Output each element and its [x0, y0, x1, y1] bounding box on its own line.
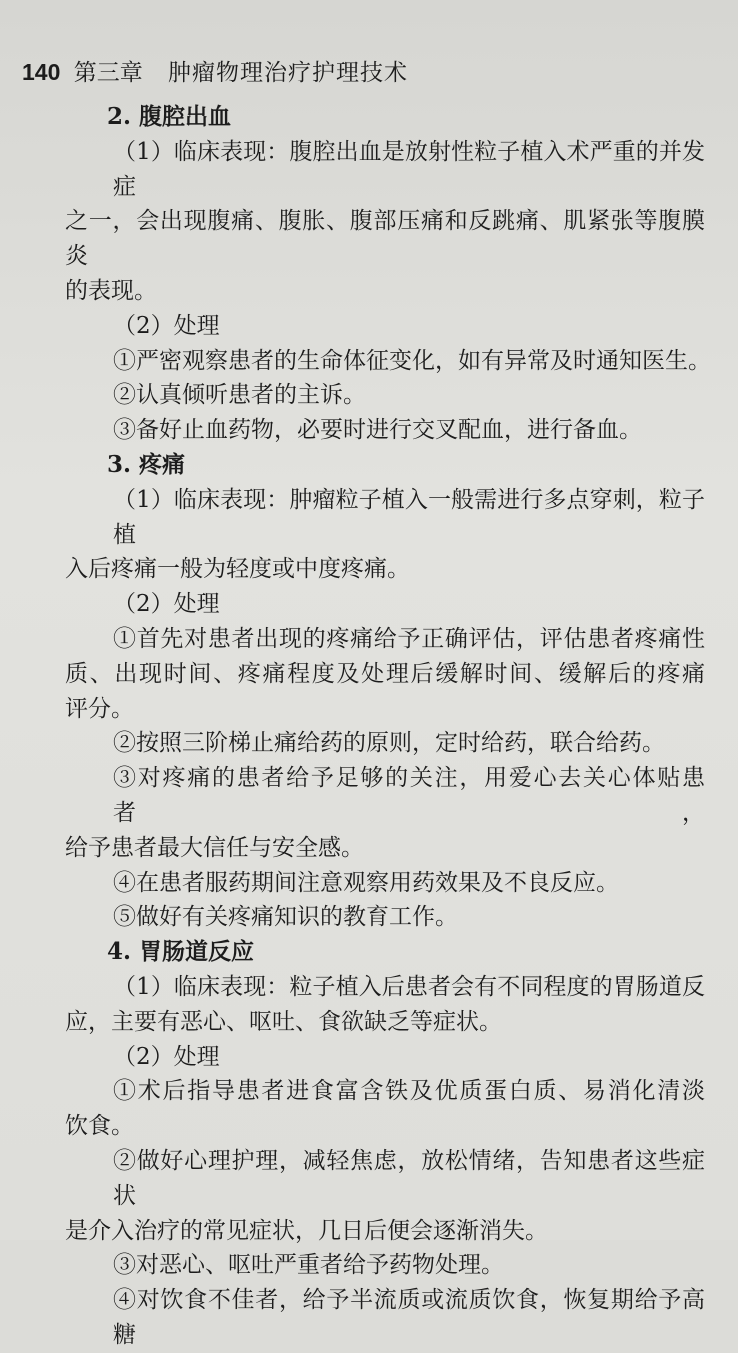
text-line: 入后疼痛一般为轻度或中度疼痛。 — [65, 556, 410, 583]
page-number: 140 — [22, 59, 61, 85]
text-line: ①术后指导患者进食富含铁及优质蛋白质、易消化清淡 — [113, 1078, 705, 1105]
section-heading: 4. 胃肠道反应 — [107, 938, 255, 966]
text-line: ④在患者服药期间注意观察用药效果及不良反应。 — [113, 869, 619, 896]
text-line: 评分。 — [65, 695, 134, 722]
text-line: （1）临床表现：腹腔出血是放射性粒子植入术严重的并发症 — [113, 138, 705, 200]
text-line: （2）处理 — [113, 591, 220, 618]
text-line: 是介入治疗的常见症状，几日后便会逐渐消失。 — [65, 1217, 548, 1244]
chapter-label: 第三章 — [73, 60, 143, 86]
section-heading: 2. 腹腔出血 — [107, 103, 232, 130]
text-line: ③对疼痛的患者给予足够的关注，用爱心去关心体贴患者， — [113, 765, 705, 826]
text-line: （1）临床表现：肿瘤粒子植入一般需进行多点穿刺，粒子植 — [113, 486, 705, 548]
text-line: （1）临床表现：粒子植入后患者会有不同程度的胃肠道反 — [113, 973, 705, 1000]
text-line: ①严密观察患者的生命体征变化，如有异常及时通知医生。 — [113, 347, 711, 374]
text-line: 质、出现时间、疼痛程度及处理后缓解时间、缓解后的疼痛 — [65, 660, 705, 687]
text-line: 应，主要有恶心、呕吐、食欲缺乏等症状。 — [65, 1008, 502, 1035]
text-line: 的表现。 — [65, 277, 157, 304]
text-line: ②认真倾听患者的主诉。 — [113, 382, 366, 409]
text-line: ②做好心理护理，减轻焦虑，放松情绪，告知患者这些症状 — [113, 1147, 705, 1209]
text-line: 饮食。 — [65, 1113, 134, 1140]
text-line: （2）处理 — [113, 1043, 220, 1070]
running-header — [22, 58, 408, 87]
section-heading: 3. 疼痛 — [107, 450, 186, 478]
text-line: （2）处理 — [113, 312, 220, 339]
text-line: ③备好止血药物，必要时进行交叉配血，进行备血。 — [113, 417, 642, 444]
text-line: ③对恶心、呕吐严重者给予药物处理。 — [113, 1252, 504, 1279]
text-line: ②按照三阶梯止痛给药的原则，定时给药，联合给药。 — [113, 730, 665, 757]
text-line: ⑤做好有关疼痛知识的教育工作。 — [113, 904, 458, 931]
text-line: ①首先对患者出现的疼痛给予正确评估，评估患者疼痛性 — [113, 625, 705, 652]
chapter-title: 肿瘤物理治疗护理技术 — [168, 60, 408, 86]
text-line: 给予患者最大信任与安全感。 — [65, 834, 364, 861]
text-line: 之一，会出现腹痛、腹胀、腹部压痛和反跳痛、肌紧张等腹膜炎 — [65, 208, 705, 270]
text-line: ④对饮食不佳者，给予半流质或流质饮食，恢复期给予高糖 — [113, 1287, 705, 1348]
page-body — [65, 100, 711, 1353]
